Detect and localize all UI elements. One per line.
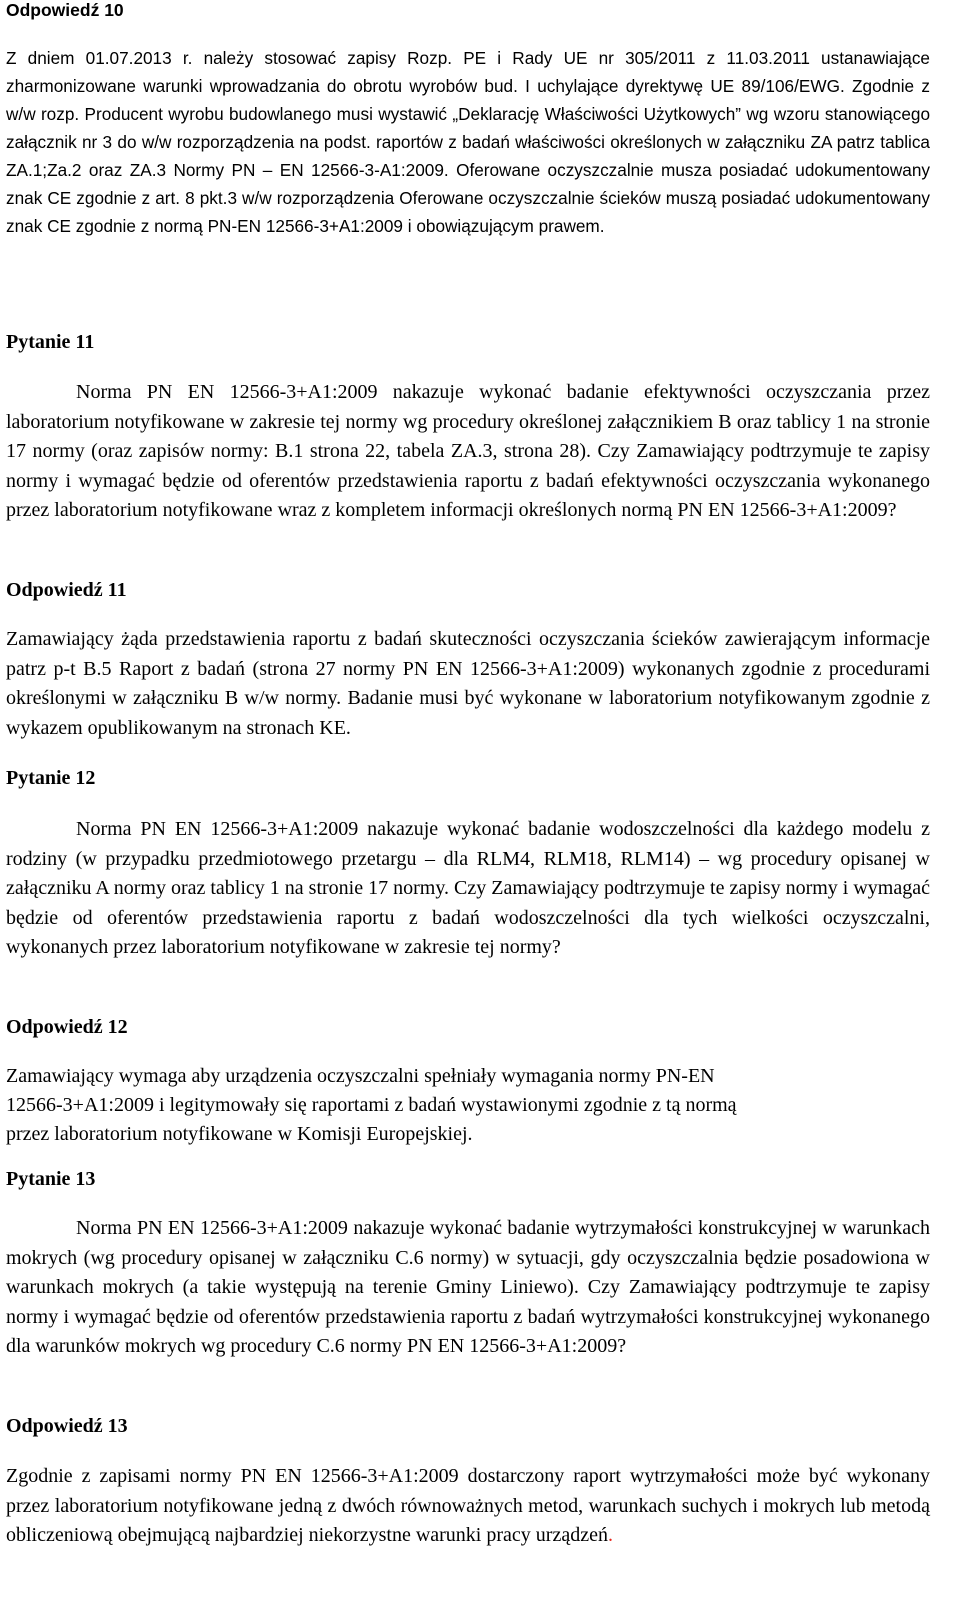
question-12-heading: Pytanie 12 <box>6 767 96 789</box>
question-11-heading: Pytanie 11 <box>6 331 95 353</box>
question-13-text: Norma PN EN 12566-3+A1:2009 nakazuje wykonać badanie wytrzymałości konstrukcyjnej w warunkach mokrych (wg procedury opisanej w załączniku C.6 normy) w sytuacji, gdy oczyszczalnia będzie posadowiona w warunkach mokrych (a takie występują na terenie Gminy Liniewo). Czy Zamawiający podtrzymuje te zapisy normy i wymagać będzie od oferentów przedstawienia raportu z badań wytrzymałości konstrukcyjnej wykonanego dla warunków mokrych wg procedury C.6 normy PN EN 12566-3+A1:2009? <box>6 1217 930 1357</box>
answer-11-heading: Odpowiedź 11 <box>6 579 127 601</box>
answer-10-text: Z dniem 01.07.2013 r. należy stosować zapisy Rozp. PE i Rady UE nr 305/2011 z 11.03.2011 ustanawiające zharmonizowane warunki wprowadzania do obrotu wyrobów bud. I uchylające dyrektywę UE 89/106/EWG. Zgodnie z w/w rozp. Producent wyrobu budowlanego musi wystawić „Deklarację Właściwości Użytkowych” wg wzoru stanowiącego załącznik nr 3 do w/w rozporządzenia na podst. raportów z badań właściwości określonych w załączniku ZA patrz tablica ZA.1;Za.2 oraz ZA.3 Normy PN – EN 12566-3-A1:2009. Oferowane oczyszczalnie musza posiadać udokumentowany znak CE zgodnie z art. 8 pkt.3 w/w rozporządzenia Oferowane oczyszczalnie ścieków muszą posiadać udokumentowany znak CE zgodnie z normą PN-EN 12566-3+A1:2009 i obowiązującym prawem. <box>6 48 930 236</box>
question-11-text: Norma PN EN 12566-3+A1:2009 nakazuje wykonać badanie efektywności oczyszczania przez laboratorium notyfikowane w zakresie tej normy wg procedury określonej załącznikiem B oraz tablicy 1 na stronie 17 normy (oraz zapisów normy: B.1 strona 22, tabela ZA.3, strona 28). Czy Zamawiający podtrzymuje te zapisy normy i wymagać będzie od oferentów przedstawienia raportu z badań efektywności oczyszczania wykonanego przez laboratorium notyfikowane wraz z kompletem informacji określonych normą PN EN 12566-3+A1:2009? <box>6 381 930 521</box>
answer-12-text <box>6 1062 930 1149</box>
answer-13-heading: Odpowiedź 13 <box>6 1415 128 1437</box>
answer-13-text <box>6 1462 930 1551</box>
answer-11-text: Zamawiający żąda przedstawienia raportu z badań skuteczności oczyszczania ścieków zawierającym informacje patrz p-t B.5 Raport z badań (strona 27 normy PN EN 12566-3+A1:2009) wykonanych zgodnie z procedurami określonymi w załączniku B w/w normy. Badanie musi być wykonane w laboratorium notyfikowanym zgodnie z wykazem opublikowanym na stronach KE. <box>6 628 930 739</box>
answer-13-last-word: urządzeń <box>535 1524 608 1546</box>
answer-12-line: Zamawiający wymaga aby urządzenia oczyszczalni spełniały wymagania normy PN-EN <box>6 1065 715 1087</box>
answer-10-heading: Odpowiedź 10 <box>6 0 124 20</box>
answer-13-body: Zgodnie z zapisami normy PN EN 12566-3+A1:2009 dostarczony raport wytrzymałości może być wykonany przez laboratorium notyfikowane jedną z dwóch równoważnych metod, warunkach suchych i mokrych lub metodą obliczeniową obejmującą najbardziej niekorzystne warunki pracy <box>6 1465 930 1546</box>
answer-12-heading: Odpowiedź 12 <box>6 1016 128 1038</box>
answer-12-line: przez laboratorium notyfikowane w Komisji Europejskiej. <box>6 1123 473 1145</box>
question-13-heading: Pytanie 13 <box>6 1168 96 1190</box>
question-12-text: Norma PN EN 12566-3+A1:2009 nakazuje wykonać badanie wodoszczelności dla każdego modelu z rodziny (w przypadku przedmiotowego przetargu – dla RLM4, RLM18, RLM14) – wg procedury opisanej w załączniku A normy oraz tablicy 1 na stronie 17 normy. Czy Zamawiający podtrzymuje te zapisy normy i wymagać będzie od oferentów przedstawienia raportu z badań wodoszczelności dla tych wielkości oczyszczalni, wykonanych przez laboratorium notyfikowane w zakresie tej normy? <box>6 818 930 958</box>
answer-12-line: 12566-3+A1:2009 i legitymowały się raportami z badań wystawionymi zgodnie z tą normą <box>6 1094 737 1116</box>
answer-13-final-mark: . <box>607 1524 613 1546</box>
